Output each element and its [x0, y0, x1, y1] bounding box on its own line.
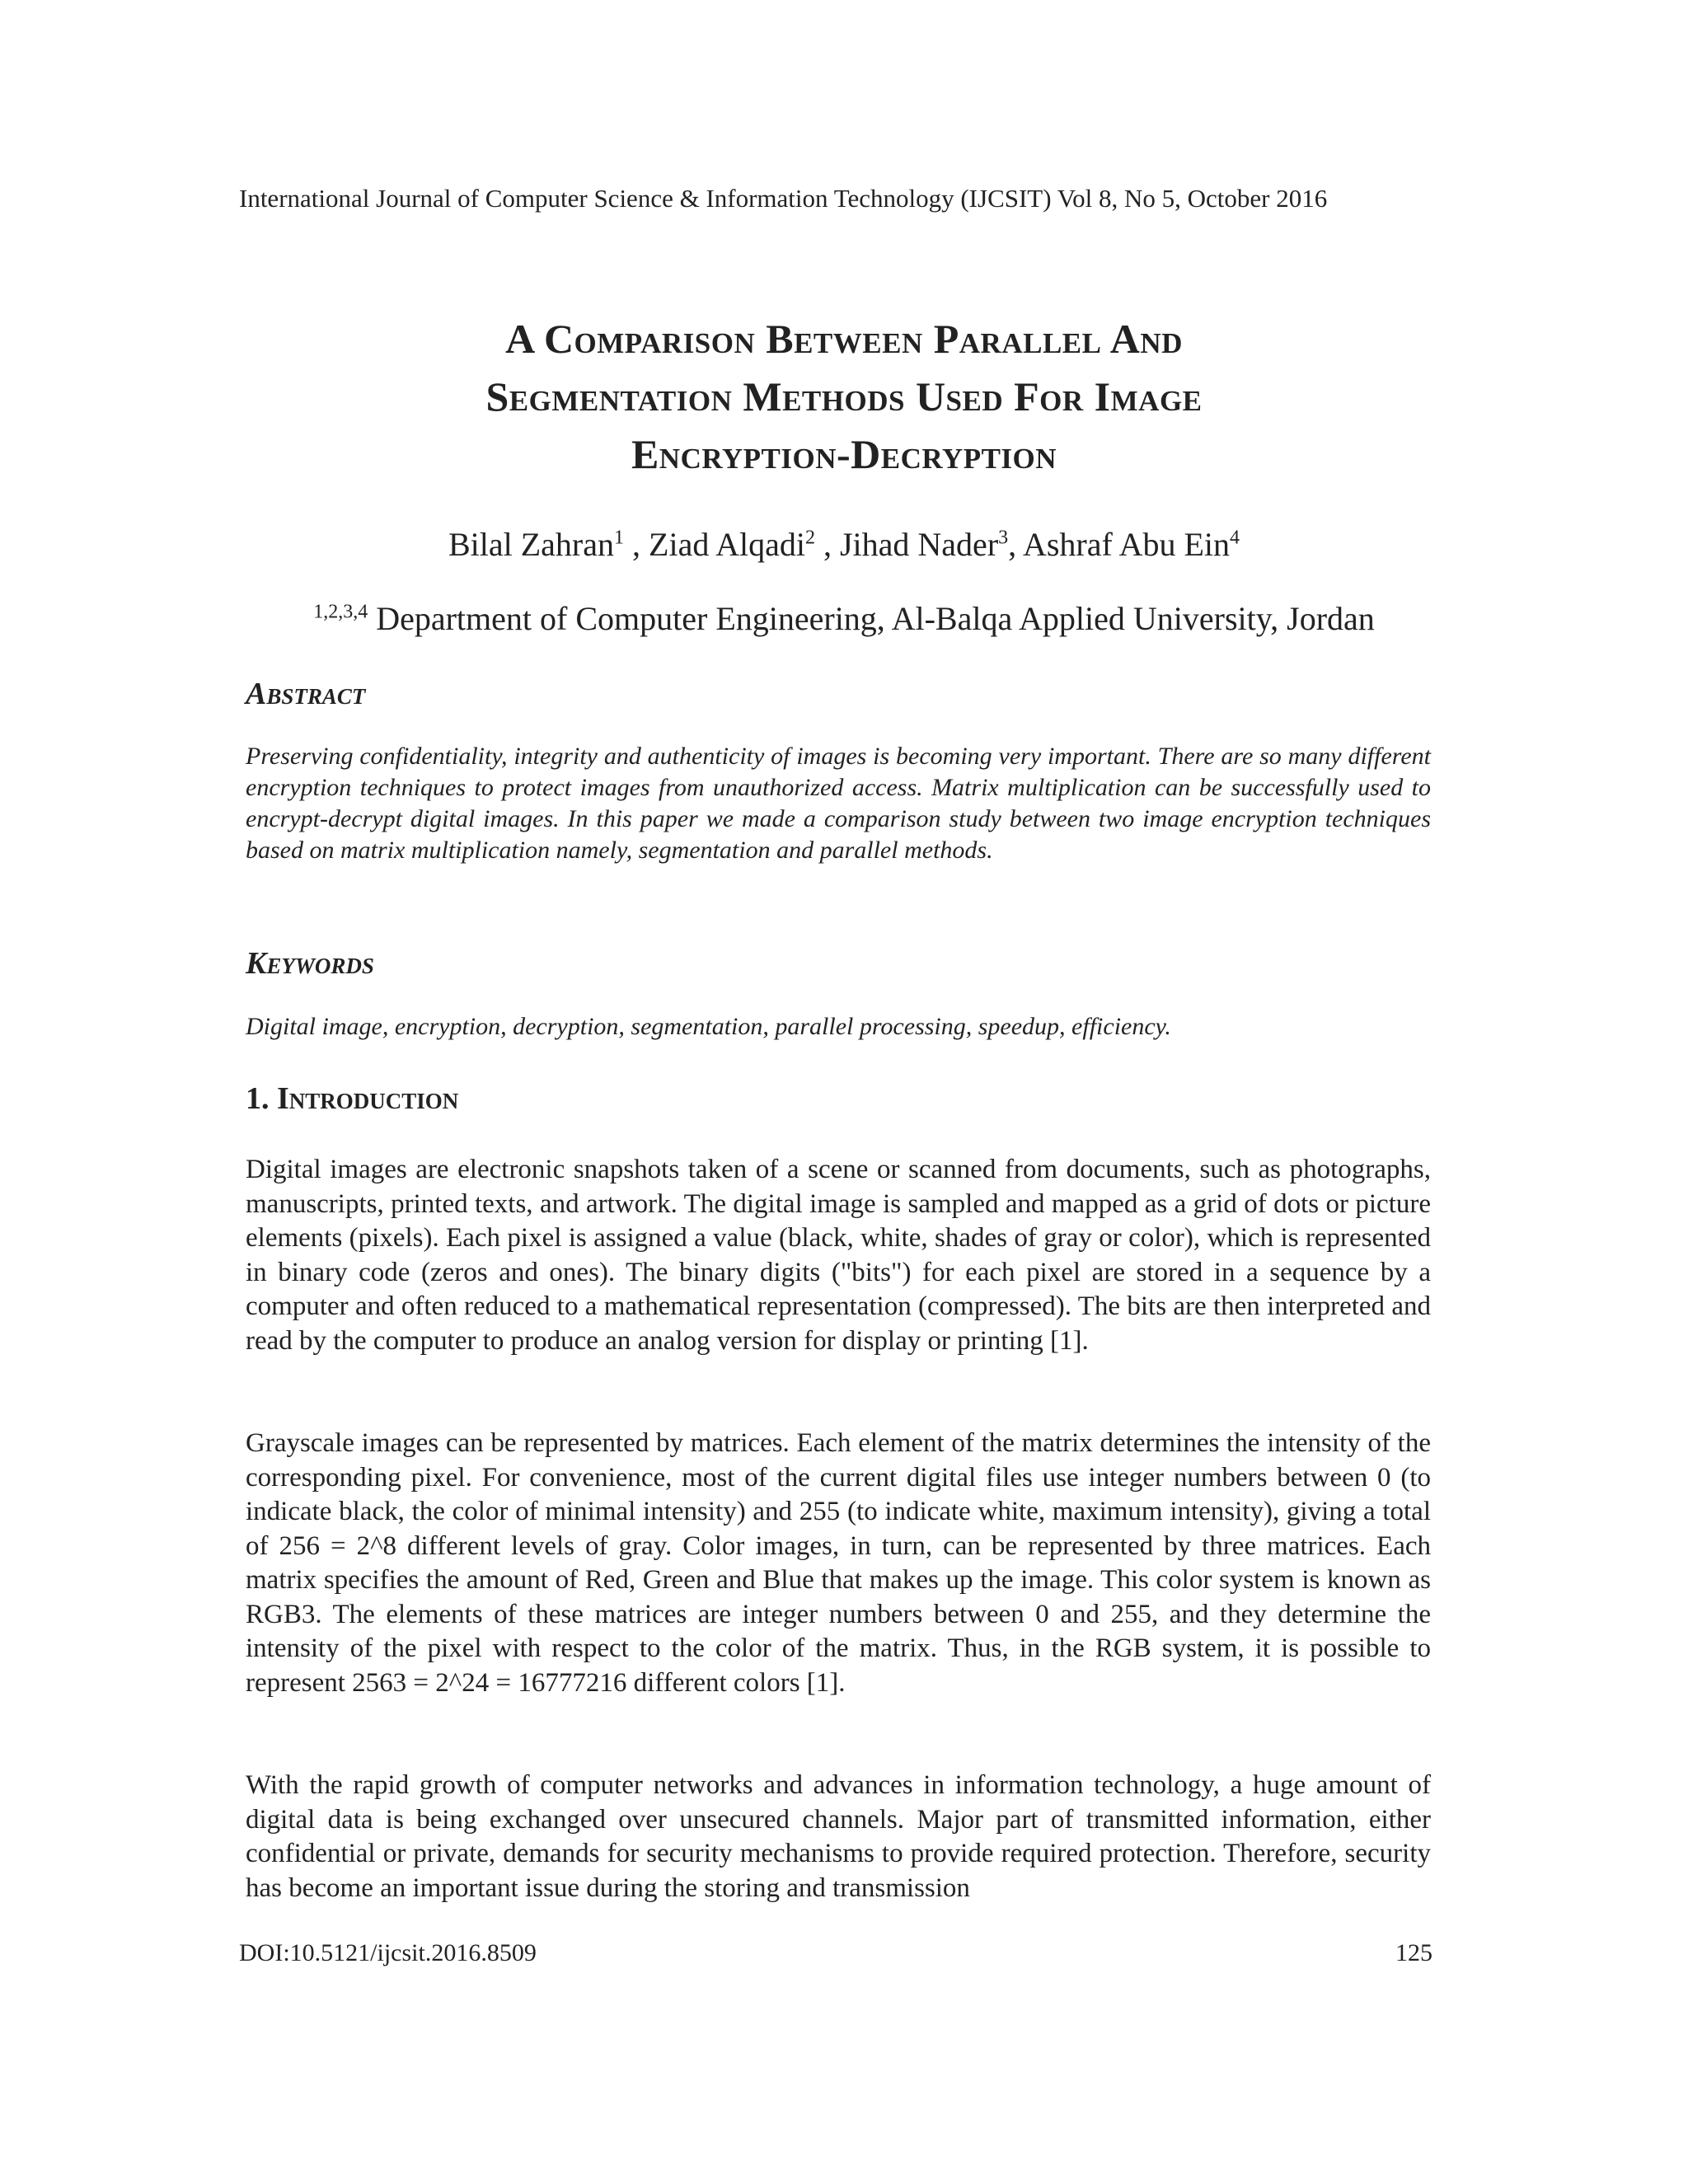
abstract-heading: Abstract — [246, 677, 366, 711]
affiliation — [247, 598, 1441, 640]
author-name: Bilal Zahran — [448, 526, 615, 563]
author-separator: , — [624, 526, 649, 563]
intro-paragraph-2: Grayscale images can be represented by matrices. Each element of the matrix determines the intensity of the corresponding pixel. For convenience, most of the current digital files use integer numbers between 0 (to indicate black, the color of minimal intensity) and 255 (to indicate white, maximum intensity), giving a total of 256 = 2^8 different levels of gray. Color images, in turn, can be represented by three matrices. Each matrix specifies the amount of Red, Green and Blue that makes up the image. This color system is known as RGB3. The elements of these matrices are integer numbers between 0 and 255, and they determine the intensity of the pixel with respect to the color of the matrix. Thus, in the RGB system, it is possible to represent 2563 = 2^24 = 16777216 different colors [1]. — [246, 1428, 1431, 1698]
abstract-text: Preserving confidentiality, integrity and authenticity of images is becoming very important. There are so many different encryption techniques to protect images from unauthorized access. Matrix multiplication can be successfully used to encrypt-decrypt digital images. In this paper we made a comparison study between two image encryption techniques based on matrix multiplication namely, segmentation and parallel methods. — [246, 743, 1431, 864]
intro-paragraph-3: With the rapid growth of computer networks and advances in information technology, a huge amount of digital data is being exchanged over unsecured channels. Major part of transmitted information, either confidential or private, demands for security mechanisms to provide required protection. Therefore, security has become an important issue during the storing and transmission — [246, 1770, 1431, 1903]
author-affiliation-mark: 3 — [998, 527, 1009, 549]
author-affiliation-mark: 2 — [804, 527, 815, 549]
affiliation-text: Department of Computer Engineering, Al-Balqa Applied University, Jordan — [368, 600, 1375, 637]
author-name: Ziad Alqadi — [649, 526, 805, 563]
keywords-text: Digital image, encryption, decryption, segmentation, parallel processing, speedup, efficiency. — [246, 1013, 1171, 1040]
author-affiliation-mark: 1 — [614, 527, 625, 549]
keywords-heading: Keywords — [246, 946, 374, 981]
author-separator: , — [1008, 526, 1023, 563]
author-name: Jihad Nader — [839, 526, 999, 563]
title-line-2: Segmentation Methods Used For Image — [485, 373, 1203, 419]
author-list — [247, 524, 1441, 565]
running-header: International Journal of Computer Science & Information Technology (IJCSIT) Vol 8, No 5, October 2016 — [239, 184, 1328, 213]
author-name: Ashraf Abu Ein — [1022, 526, 1231, 563]
affiliation-mark: 1,2,3,4 — [313, 601, 368, 623]
title-line-1: A Comparison Between Parallel And — [505, 316, 1183, 362]
introduction-heading: 1. Introduction — [246, 1081, 459, 1116]
intro-paragraph-1: Digital images are electronic snapshots taken of a scene or scanned from documents, such as photographs, manuscripts, printed texts, and artwork. The digital image is sampled and mapped as a grid of dots or picture elements (pixels). Each pixel is assigned a value (black, white, shades of gray or color), which is represented in binary code (zeros and ones). The binary digits ("bits") for each pixel are stored in a sequence by a computer and often reduced to a mathematical representation (compressed). The bits are then interpreted and read by the computer to produce an analog version for display or printing [1]. — [246, 1155, 1431, 1356]
author-separator: , — [814, 526, 840, 563]
author-affiliation-mark: 4 — [1230, 527, 1240, 549]
title-line-3: Encryption-Decryption — [631, 431, 1057, 477]
page-number: 125 — [1395, 1939, 1432, 1966]
footer-doi: DOI:10.5121/ijcsit.2016.8509 — [239, 1939, 537, 1966]
paper-title — [247, 310, 1441, 483]
